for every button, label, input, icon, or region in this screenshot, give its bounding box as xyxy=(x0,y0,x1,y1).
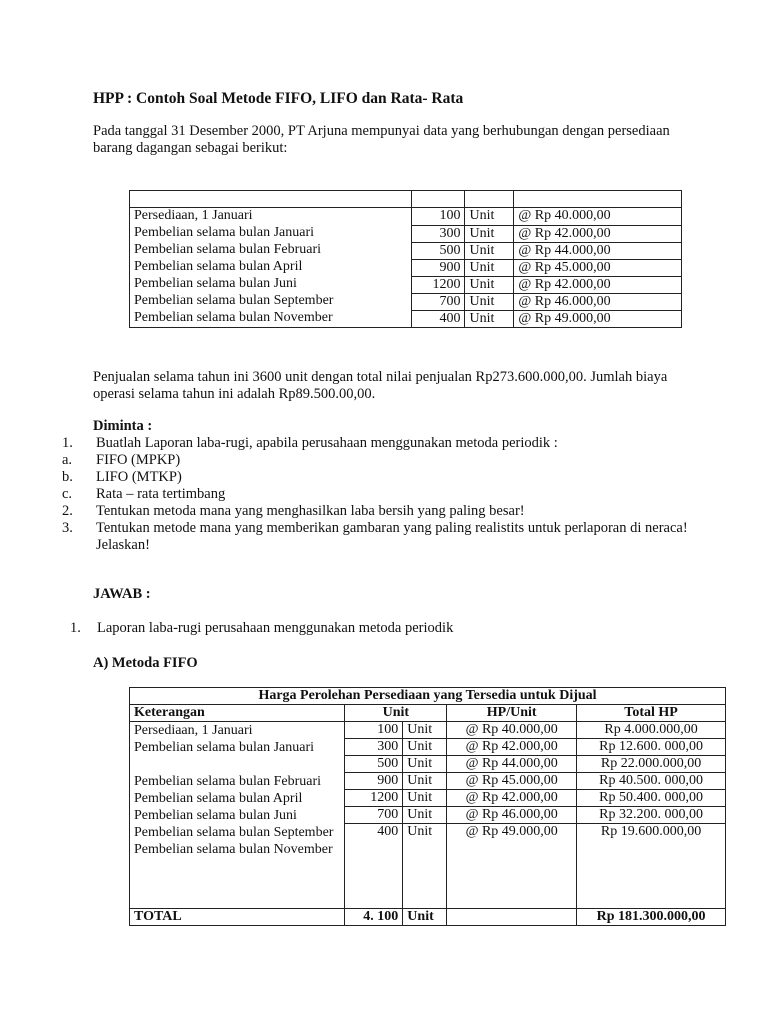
list-text: Laporan laba-rugi perusahaan menggunakan metoda periodik xyxy=(97,620,454,636)
header-keterangan: Keterangan xyxy=(130,705,345,722)
list-marker: a. xyxy=(62,452,73,468)
fifo-total-hp: Rp 4.000.000,00 xyxy=(577,722,726,739)
fifo-total-hp: Rp 32.200. 000,00 xyxy=(577,807,726,824)
fifo-unit: Unit xyxy=(403,773,447,790)
inventory-label: Pembelian selama bulan Januari xyxy=(134,225,314,240)
fifo-label: Pembelian selama bulan Juni xyxy=(134,808,297,823)
fifo-total-hp: Rp 22.000.000,00 xyxy=(577,756,726,773)
list-text: Rata – rata tertimbang xyxy=(96,486,226,502)
list-text: Buatlah Laporan laba-rugi, apabila perusahaan menggunakan metoda periodik : xyxy=(96,435,558,451)
list-item xyxy=(62,503,702,520)
fifo-unit: Unit xyxy=(403,756,447,773)
sales-paragraph: Penjualan selama tahun ini 3600 unit dengan total nilai penjualan Rp273.600.000,00. Jumlah biaya operasi selama tahun ini adalah Rp89.500.00,00. xyxy=(93,369,668,402)
fifo-unit: Unit xyxy=(403,807,447,824)
inventory-price: @ Rp 49.000,00 xyxy=(514,311,682,328)
inventory-label: Pembelian selama bulan Februari xyxy=(134,242,321,257)
list-item xyxy=(62,452,702,469)
list-marker: 1. xyxy=(62,435,73,451)
fifo-unit: Unit xyxy=(403,790,447,807)
inventory-unit: Unit xyxy=(465,208,514,226)
list-item xyxy=(62,435,702,452)
inventory-qty: 300 xyxy=(411,226,465,243)
list-item xyxy=(62,520,702,554)
fifo-hp-unit: @ Rp 42.000,00 xyxy=(447,739,577,756)
fifo-table xyxy=(129,687,726,926)
list-marker: c. xyxy=(62,486,73,502)
total-qty: 4. 100 xyxy=(345,909,403,926)
fifo-label xyxy=(134,756,340,773)
total-hp-unit-empty xyxy=(447,909,577,926)
inventory-price: @ Rp 44.000,00 xyxy=(514,243,682,260)
inventory-price: @ Rp 42.000,00 xyxy=(514,277,682,294)
inventory-qty: 400 xyxy=(411,311,465,328)
list-text: Tentukan metoda mana yang menghasilkan laba bersih yang paling besar! xyxy=(96,503,525,519)
inventory-table xyxy=(129,190,682,328)
inventory-unit: Unit xyxy=(465,311,514,328)
fifo-total-hp: Rp 40.500. 000,00 xyxy=(577,773,726,790)
fifo-heading: A) Metoda FIFO xyxy=(93,655,198,671)
header-total-hp: Total HP xyxy=(577,705,726,722)
inventory-qty: 900 xyxy=(411,260,465,277)
total-value: Rp 181.300.000,00 xyxy=(577,909,726,926)
inventory-price: @ Rp 42.000,00 xyxy=(514,226,682,243)
inventory-unit: Unit xyxy=(465,260,514,277)
inventory-label: Pembelian selama bulan November xyxy=(134,310,333,325)
inventory-header-cell xyxy=(411,191,465,208)
inventory-label: Pembelian selama bulan Juni xyxy=(134,276,297,291)
inventory-unit: Unit xyxy=(465,226,514,243)
list-marker: 3. xyxy=(62,520,73,536)
total-label: TOTAL xyxy=(130,909,345,926)
inventory-label: Pembelian selama bulan April xyxy=(134,259,303,274)
fifo-label: Pembelian selama bulan September xyxy=(134,825,334,840)
fifo-qty: 700 xyxy=(345,807,403,824)
list-text: LIFO (MTKP) xyxy=(96,469,182,485)
header-unit: Unit xyxy=(345,705,447,722)
fifo-label: Persediaan, 1 Januari xyxy=(134,723,253,738)
inventory-unit: Unit xyxy=(465,277,514,294)
fifo-qty: 900 xyxy=(345,773,403,790)
fifo-hp-unit: @ Rp 40.000,00 xyxy=(447,722,577,739)
intro-paragraph: Pada tanggal 31 Desember 2000, PT Arjuna mempunyai data yang berhubungan dengan persediaan barang dagangan sebagai berikut: xyxy=(93,123,670,156)
inventory-label: Pembelian selama bulan September xyxy=(134,293,334,308)
list-marker: 2. xyxy=(62,503,73,519)
fifo-hp-unit: @ Rp 45.000,00 xyxy=(447,773,577,790)
inventory-qty: 1200 xyxy=(411,277,465,294)
inventory-header-cell xyxy=(514,191,682,208)
inventory-label: Persediaan, 1 Januari xyxy=(134,208,253,223)
inventory-unit: Unit xyxy=(465,243,514,260)
fifo-hp-unit: @ Rp 44.000,00 xyxy=(447,756,577,773)
fifo-total-hp: Rp 12.600. 000,00 xyxy=(577,739,726,756)
inventory-price: @ Rp 46.000,00 xyxy=(514,294,682,311)
diminta-heading: Diminta : xyxy=(93,418,153,434)
fifo-total-hp: Rp 19.600.000,00 xyxy=(577,824,726,909)
table-caption: Harga Perolehan Persediaan yang Tersedia untuk Dijual xyxy=(130,688,726,705)
fifo-qty: 300 xyxy=(345,739,403,756)
list-marker: b. xyxy=(62,469,73,485)
fifo-hp-unit: @ Rp 49.000,00 xyxy=(447,824,577,909)
fifo-hp-unit: @ Rp 46.000,00 xyxy=(447,807,577,824)
inventory-price: @ Rp 40.000,00 xyxy=(514,208,682,226)
fifo-qty: 100 xyxy=(345,722,403,739)
list-marker: 1. xyxy=(70,620,81,636)
fifo-qty: 400 xyxy=(345,824,403,909)
fifo-label: Pembelian selama bulan April xyxy=(134,791,303,806)
fifo-hp-unit: @ Rp 42.000,00 xyxy=(447,790,577,807)
inventory-unit: Unit xyxy=(465,294,514,311)
list-text: Tentukan metode mana yang memberikan gambaran yang paling realistits untuk perlaporan di neraca! Jelaskan! xyxy=(96,520,688,553)
inventory-description-column xyxy=(130,208,412,328)
list-item xyxy=(62,486,702,503)
inventory-header-cell xyxy=(465,191,514,208)
jawab-heading: JAWAB : xyxy=(93,586,151,602)
header-hp-unit: HP/Unit xyxy=(447,705,577,722)
fifo-qty: 500 xyxy=(345,756,403,773)
fifo-label: Pembelian selama bulan Februari xyxy=(134,774,321,789)
fifo-unit: Unit xyxy=(403,739,447,756)
inventory-price: @ Rp 45.000,00 xyxy=(514,260,682,277)
inventory-qty: 500 xyxy=(411,243,465,260)
fifo-label: Pembelian selama bulan November xyxy=(134,842,333,857)
fifo-unit: Unit xyxy=(403,824,447,909)
fifo-unit: Unit xyxy=(403,722,447,739)
fifo-description-column xyxy=(130,722,345,909)
inventory-qty: 100 xyxy=(411,208,465,226)
fifo-qty: 1200 xyxy=(345,790,403,807)
page-title: HPP : Contoh Soal Metode FIFO, LIFO dan Rata- Rata xyxy=(93,90,464,107)
list-item xyxy=(62,469,702,486)
total-unit: Unit xyxy=(403,909,447,926)
fifo-total-hp: Rp 50.400. 000,00 xyxy=(577,790,726,807)
inventory-qty: 700 xyxy=(411,294,465,311)
fifo-label: Pembelian selama bulan Januari xyxy=(134,740,314,755)
inventory-header-cell xyxy=(130,191,412,208)
task-list xyxy=(62,435,702,554)
list-text: FIFO (MPKP) xyxy=(96,452,181,468)
